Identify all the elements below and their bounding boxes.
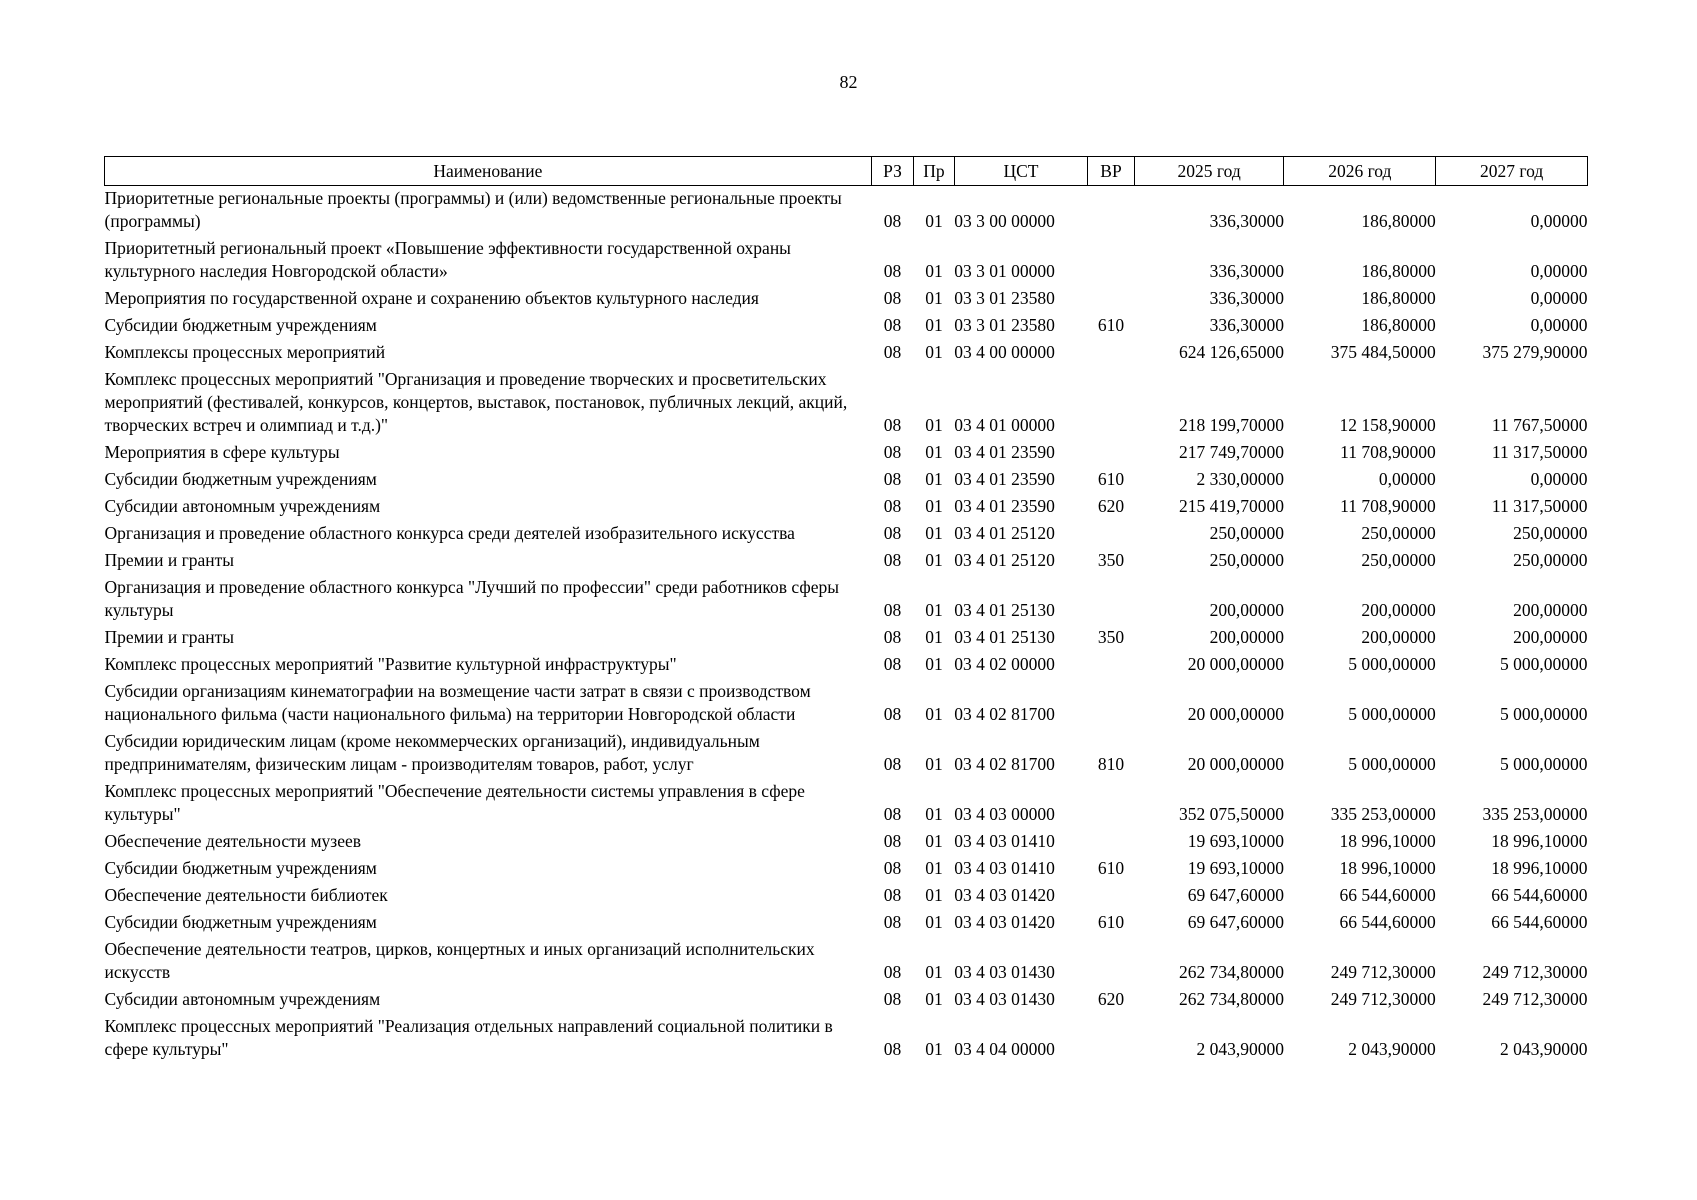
- row-vr: 610: [1097, 912, 1125, 932]
- row-pr: 01: [925, 804, 943, 824]
- row-cst: 03 4 01 23590: [954, 496, 1055, 516]
- row-name: Субсидии бюджетным учреждениям: [104, 858, 377, 878]
- row-2025: 69 647,60000: [1187, 912, 1284, 932]
- row-2025: 217 749,70000: [1178, 442, 1284, 462]
- row-rz: 08: [883, 550, 902, 570]
- row-2026: 66 544,60000: [1339, 885, 1436, 905]
- row-cst: 03 4 01 25120: [954, 550, 1055, 570]
- row-rz: 08: [883, 627, 902, 647]
- row-name: Комплекс процессных мероприятий "Развитие культурной инфраструктуры": [104, 654, 677, 674]
- row-rz: 08: [883, 962, 902, 982]
- row-name: Премии и гранты: [104, 627, 235, 647]
- row-pr: 01: [925, 550, 943, 570]
- row-2027: 249 712,30000: [1482, 962, 1588, 982]
- header-cst: ЦСТ: [954, 157, 1088, 186]
- row-2025: 352 075,50000: [1178, 804, 1284, 824]
- row-2026: 335 253,00000: [1330, 804, 1436, 824]
- row-name: Мероприятия по государственной охране и сохранению объектов культурного наследия: [104, 288, 759, 308]
- row-2026: 12 158,90000: [1339, 415, 1436, 435]
- table-row: [105, 310, 1588, 337]
- row-pr: 01: [925, 858, 943, 878]
- row-rz: 08: [883, 261, 902, 281]
- row-vr: [1088, 283, 1135, 310]
- row-vr: [1088, 880, 1135, 907]
- row-2027: 200,00000: [1513, 627, 1588, 647]
- row-2027: 250,00000: [1513, 550, 1588, 570]
- row-2027: 0,00000: [1530, 261, 1588, 281]
- row-cst: 03 3 01 23580: [954, 288, 1055, 308]
- row-pr: 01: [925, 704, 943, 724]
- row-2027: 0,00000: [1530, 315, 1588, 335]
- row-cst: 03 3 01 23580: [954, 315, 1055, 335]
- table-row: [105, 934, 1588, 984]
- table-row: [105, 853, 1588, 880]
- row-name: Субсидии автономным учреждениям: [104, 496, 381, 516]
- row-2025: 2 330,00000: [1196, 469, 1284, 489]
- table-row: [105, 437, 1588, 464]
- row-2027: 249 712,30000: [1482, 989, 1588, 1009]
- row-2026: 200,00000: [1361, 600, 1436, 620]
- row-2026: 375 484,50000: [1330, 342, 1436, 362]
- row-2026: 186,80000: [1361, 211, 1436, 231]
- row-cst: 03 4 03 01430: [954, 962, 1055, 982]
- row-pr: 01: [925, 831, 943, 851]
- row-vr: 350: [1097, 627, 1125, 647]
- row-pr: 01: [925, 912, 943, 932]
- row-rz: 08: [883, 804, 902, 824]
- row-2025: 19 693,10000: [1187, 831, 1284, 851]
- table-body: [105, 186, 1588, 1062]
- row-pr: 01: [925, 523, 943, 543]
- row-name: Комплекс процессных мероприятий "Реализация отдельных направлений социальной политики в сфере культуры": [104, 1016, 833, 1059]
- row-2027: 200,00000: [1513, 600, 1588, 620]
- row-2026: 0,00000: [1378, 469, 1436, 489]
- row-2025: 336,30000: [1209, 261, 1284, 281]
- row-2027: 0,00000: [1530, 288, 1588, 308]
- table-row: [105, 491, 1588, 518]
- table-row: [105, 186, 1588, 234]
- row-name: Организация и проведение областного конкурса среди деятелей изобразительного искусства: [104, 523, 795, 543]
- row-2025: 336,30000: [1209, 211, 1284, 231]
- table-row: [105, 826, 1588, 853]
- row-pr: 01: [925, 754, 943, 774]
- row-rz: 08: [883, 989, 902, 1009]
- row-vr: 620: [1097, 989, 1125, 1009]
- row-rz: 08: [883, 315, 902, 335]
- row-rz: 08: [883, 1039, 902, 1059]
- table-row: [105, 676, 1588, 726]
- row-rz: 08: [883, 442, 902, 462]
- row-name: Приоритетный региональный проект «Повышение эффективности государственной охраны культурного наследия Новгородской области»: [104, 238, 791, 281]
- row-name: Комплекс процессных мероприятий "Организация и проведение творческих и просветительских мероприятий (фестивалей, конкурсов, концертов, выставок, постановок, публичных лекций, акций, творческих встреч и олимпиад и т.д.)": [104, 369, 848, 435]
- row-name: Приоритетные региональные проекты (программы) и (или) ведомственные региональные проекты (программы): [104, 188, 842, 231]
- table-row: [105, 880, 1588, 907]
- row-name: Премии и гранты: [104, 550, 235, 570]
- row-name: Субсидии автономным учреждениям: [104, 989, 381, 1009]
- row-2026: 250,00000: [1361, 550, 1436, 570]
- row-pr: 01: [925, 600, 943, 620]
- row-rz: 08: [883, 496, 902, 516]
- row-pr: 01: [925, 654, 943, 674]
- row-rz: 08: [883, 912, 902, 932]
- row-vr: [1088, 776, 1135, 826]
- row-vr: [1088, 233, 1135, 283]
- table-row: [105, 233, 1588, 283]
- row-cst: 03 4 03 01410: [954, 831, 1055, 851]
- row-rz: 08: [883, 469, 902, 489]
- table-row: [105, 518, 1588, 545]
- row-vr: [1088, 826, 1135, 853]
- row-2026: 5 000,00000: [1348, 704, 1436, 724]
- row-2025: 20 000,00000: [1187, 704, 1284, 724]
- row-2027: 0,00000: [1530, 211, 1588, 231]
- row-cst: 03 4 00 00000: [954, 342, 1055, 362]
- row-name: Обеспечение деятельности музеев: [104, 831, 362, 851]
- row-name: Обеспечение деятельности библиотек: [104, 885, 388, 905]
- row-2025: 215 419,70000: [1178, 496, 1284, 516]
- row-name: Мероприятия в сфере культуры: [104, 442, 340, 462]
- row-2026: 5 000,00000: [1348, 654, 1436, 674]
- row-pr: 01: [925, 469, 943, 489]
- row-vr: [1088, 364, 1135, 437]
- row-rz: 08: [883, 342, 902, 362]
- table-row: [105, 907, 1588, 934]
- row-name: Организация и проведение областного конкурса "Лучший по профессии" среди работников сферы культуры: [104, 577, 839, 620]
- row-pr: 01: [925, 962, 943, 982]
- row-vr: 810: [1097, 754, 1125, 774]
- row-2025: 262 734,80000: [1178, 962, 1284, 982]
- row-2026: 186,80000: [1361, 261, 1436, 281]
- row-vr: [1088, 649, 1135, 676]
- row-pr: 01: [925, 1039, 943, 1059]
- row-name: Субсидии бюджетным учреждениям: [104, 315, 377, 335]
- row-cst: 03 3 00 00000: [954, 211, 1055, 231]
- row-cst: 03 4 02 81700: [954, 704, 1055, 724]
- row-2026: 2 043,90000: [1348, 1039, 1436, 1059]
- row-pr: 01: [925, 989, 943, 1009]
- row-2027: 66 544,60000: [1491, 885, 1588, 905]
- row-2025: 200,00000: [1209, 600, 1284, 620]
- row-2025: 624 126,65000: [1178, 342, 1284, 362]
- row-rz: 08: [883, 288, 902, 308]
- row-2027: 0,00000: [1530, 469, 1588, 489]
- table-row: [105, 337, 1588, 364]
- row-pr: 01: [925, 211, 943, 231]
- header-vr: ВР: [1088, 157, 1135, 186]
- row-vr: 610: [1097, 469, 1125, 489]
- row-2027: 66 544,60000: [1491, 912, 1588, 932]
- row-rz: 08: [883, 885, 902, 905]
- row-cst: 03 4 03 01410: [954, 858, 1055, 878]
- row-2025: 262 734,80000: [1178, 989, 1284, 1009]
- row-vr: [1088, 518, 1135, 545]
- row-name: Субсидии бюджетным учреждениям: [104, 469, 377, 489]
- row-pr: 01: [925, 288, 943, 308]
- header-2025: 2025 год: [1134, 157, 1284, 186]
- row-2025: 19 693,10000: [1187, 858, 1284, 878]
- row-rz: 08: [883, 858, 902, 878]
- row-2027: 375 279,90000: [1482, 342, 1588, 362]
- table-row: [105, 545, 1588, 572]
- row-2027: 11 317,50000: [1491, 496, 1588, 516]
- row-rz: 08: [883, 523, 902, 543]
- row-2025: 200,00000: [1209, 627, 1284, 647]
- row-cst: 03 4 04 00000: [954, 1039, 1055, 1059]
- row-cst: 03 4 03 01420: [954, 885, 1055, 905]
- row-2027: 18 996,10000: [1491, 858, 1588, 878]
- row-2027: 2 043,90000: [1500, 1039, 1588, 1059]
- row-name: Субсидии юридическим лицам (кроме некоммерческих организаций), индивидуальным предпринимателям, физическим лицам - производителям товаров, работ, услуг: [104, 731, 760, 774]
- row-pr: 01: [925, 885, 943, 905]
- row-2027: 5 000,00000: [1500, 754, 1588, 774]
- table-header-row: [105, 157, 1588, 186]
- row-2026: 249 712,30000: [1330, 989, 1436, 1009]
- row-pr: 01: [925, 315, 943, 335]
- header-pr: Пр: [914, 157, 954, 186]
- row-rz: 08: [883, 754, 902, 774]
- row-cst: 03 4 02 00000: [954, 654, 1055, 674]
- row-2026: 18 996,10000: [1339, 858, 1436, 878]
- row-2027: 335 253,00000: [1482, 804, 1588, 824]
- row-vr: [1088, 934, 1135, 984]
- row-vr: 350: [1097, 550, 1125, 570]
- table-row: [105, 572, 1588, 622]
- header-2027: 2027 год: [1436, 157, 1588, 186]
- row-pr: 01: [925, 261, 943, 281]
- row-rz: 08: [883, 415, 902, 435]
- row-name: Субсидии организациям кинематографии на возмещение части затрат в связи с производством национального фильма (части национального фильма) на территории Новгородской области: [104, 681, 811, 724]
- row-cst: 03 4 01 00000: [954, 415, 1055, 435]
- row-cst: 03 4 03 01430: [954, 989, 1055, 1009]
- row-pr: 01: [925, 415, 943, 435]
- row-vr: [1088, 572, 1135, 622]
- row-rz: 08: [883, 704, 902, 724]
- row-vr: [1088, 437, 1135, 464]
- row-2025: 336,30000: [1209, 288, 1284, 308]
- row-pr: 01: [925, 496, 943, 516]
- row-2027: 5 000,00000: [1500, 704, 1588, 724]
- row-name: Субсидии бюджетным учреждениям: [104, 912, 377, 932]
- table-row: [105, 984, 1588, 1011]
- row-2026: 200,00000: [1361, 627, 1436, 647]
- row-2027: 11 767,50000: [1491, 415, 1588, 435]
- row-2026: 186,80000: [1361, 315, 1436, 335]
- row-cst: 03 4 03 00000: [954, 804, 1055, 824]
- row-rz: 08: [883, 600, 902, 620]
- row-name: Комплекс процессных мероприятий "Обеспечение деятельности системы управления в сфере культуры": [104, 781, 805, 824]
- row-pr: 01: [925, 627, 943, 647]
- row-2025: 20 000,00000: [1187, 754, 1284, 774]
- row-vr: [1088, 337, 1135, 364]
- row-cst: 03 3 01 00000: [954, 261, 1055, 281]
- row-cst: 03 4 03 01420: [954, 912, 1055, 932]
- row-2026: 249 712,30000: [1330, 962, 1436, 982]
- table-row: [105, 283, 1588, 310]
- table-row: [105, 464, 1588, 491]
- row-2026: 18 996,10000: [1339, 831, 1436, 851]
- row-name: Комплексы процессных мероприятий: [104, 342, 386, 362]
- row-vr: [1088, 1011, 1135, 1061]
- row-vr: [1088, 186, 1135, 234]
- page-number: 82: [839, 72, 858, 92]
- row-2027: 250,00000: [1513, 523, 1588, 543]
- header-name: Наименование: [105, 157, 872, 186]
- table-row: [105, 1011, 1588, 1061]
- row-name: Обеспечение деятельности театров, цирков, концертных и иных организаций исполнительских искусств: [104, 939, 815, 982]
- row-cst: 03 4 02 81700: [954, 754, 1055, 774]
- row-rz: 08: [883, 831, 902, 851]
- header-rz: РЗ: [871, 157, 913, 186]
- row-vr: 620: [1097, 496, 1125, 516]
- table-row: [105, 726, 1588, 776]
- row-cst: 03 4 01 25120: [954, 523, 1055, 543]
- row-vr: [1088, 676, 1135, 726]
- row-2025: 2 043,90000: [1196, 1039, 1284, 1059]
- row-cst: 03 4 01 23590: [954, 469, 1055, 489]
- row-rz: 08: [883, 211, 902, 231]
- row-2026: 66 544,60000: [1339, 912, 1436, 932]
- row-2025: 69 647,60000: [1187, 885, 1284, 905]
- header-2026: 2026 год: [1284, 157, 1436, 186]
- row-rz: 08: [883, 654, 902, 674]
- row-2025: 336,30000: [1209, 315, 1284, 335]
- row-cst: 03 4 01 25130: [954, 600, 1055, 620]
- row-2026: 186,80000: [1361, 288, 1436, 308]
- row-2026: 11 708,90000: [1340, 496, 1436, 516]
- row-vr: 610: [1097, 315, 1125, 335]
- row-pr: 01: [925, 442, 943, 462]
- row-2027: 5 000,00000: [1500, 654, 1588, 674]
- row-2026: 11 708,90000: [1340, 442, 1436, 462]
- row-cst: 03 4 01 23590: [954, 442, 1055, 462]
- row-2025: 250,00000: [1209, 550, 1284, 570]
- table-row: [105, 776, 1588, 826]
- row-2025: 250,00000: [1209, 523, 1284, 543]
- row-pr: 01: [925, 342, 943, 362]
- budget-table: [104, 156, 1588, 1061]
- table-row: [105, 649, 1588, 676]
- row-2025: 20 000,00000: [1187, 654, 1284, 674]
- row-cst: 03 4 01 25130: [954, 627, 1055, 647]
- row-2026: 250,00000: [1361, 523, 1436, 543]
- table-row: [105, 364, 1588, 437]
- table-row: [105, 622, 1588, 649]
- row-2027: 11 317,50000: [1491, 442, 1588, 462]
- row-vr: 610: [1097, 858, 1125, 878]
- row-2025: 218 199,70000: [1178, 415, 1284, 435]
- row-2027: 18 996,10000: [1491, 831, 1588, 851]
- row-2026: 5 000,00000: [1348, 754, 1436, 774]
